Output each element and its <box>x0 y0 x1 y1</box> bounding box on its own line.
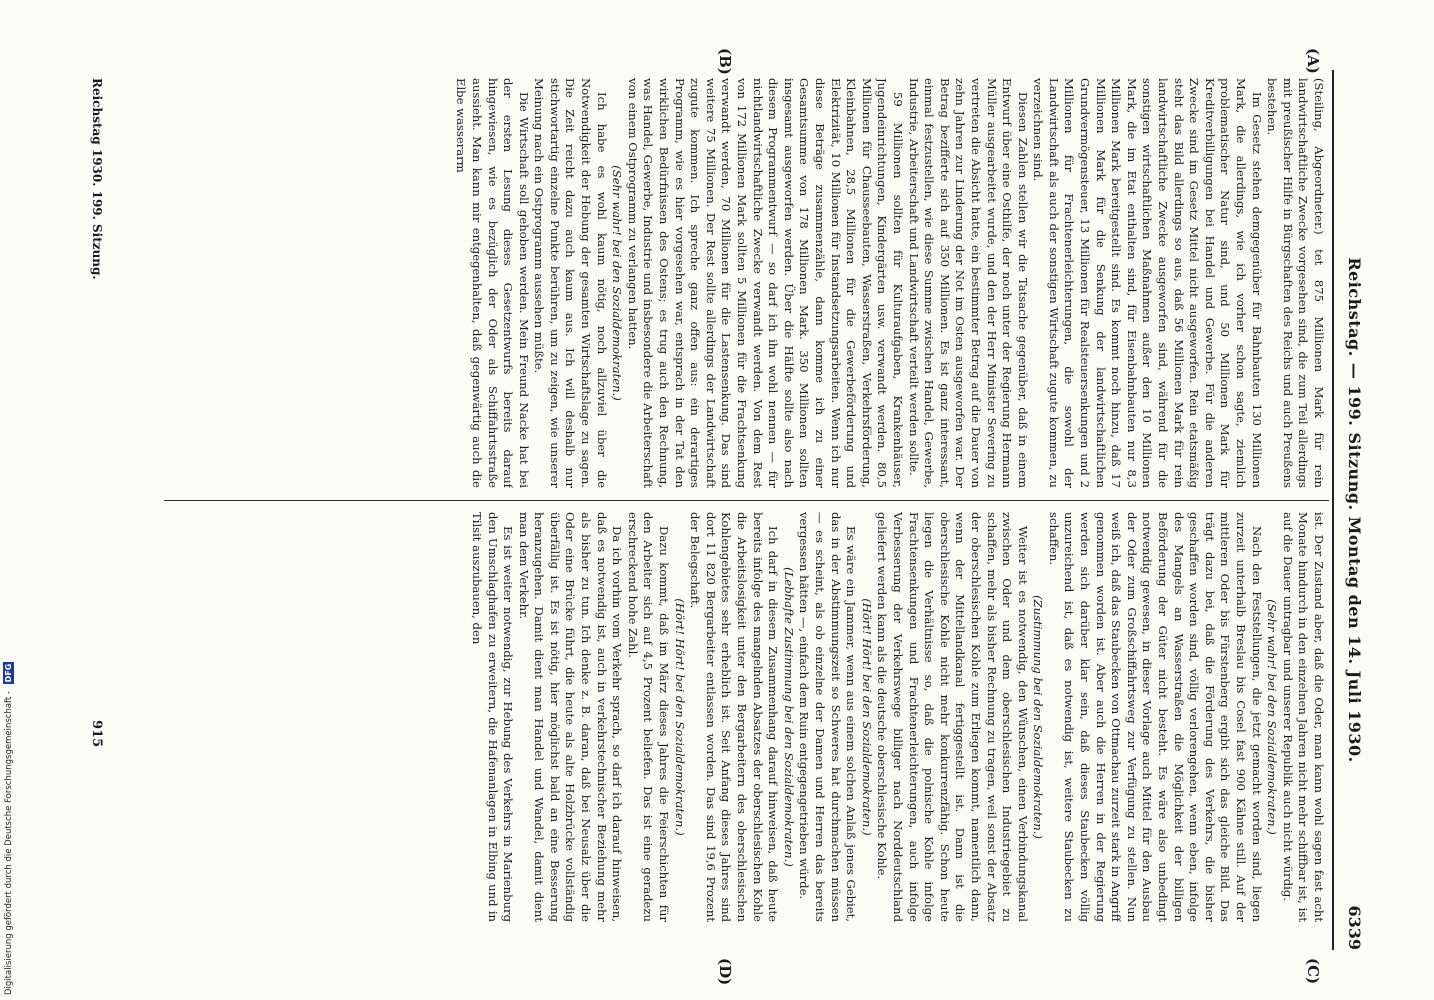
footer-signature: Reichstag 1930. 199. Sitzung. <box>90 78 104 280</box>
paragraph: Im Gesetz stehen demgegenüber für Bahnbauten 130 Millionen Mark, die allerdings, wie ich vorher schon sagte, ziemlich problematischer Natur sind, und 50 Millionen Mark für Kreditverbilligungen bei Handel und Gewerbe. Für die anderen Zwecke sind im Gesetz Mittel nicht ausgeworfen. Rein etatsmäßig steht das Bild allerdings so aus, daß 56 Millionen Mark für rein landwirtschaftliche Zwecke ausgeworfen sind, während für die sonstigen wirtschaftlichen Maßnahmen außer den 10 Millionen Mark, die im Etat enthalten sind, für Eisenbahnbauten nur 8,3 Millionen Mark bereitgestellt sind. Es kommt noch hinzu, daß 17 Millionen Mark für die Senkung der landwirtschaftlichen Grundvermögensteuer, 13 Millionen für Realsteuersenkungen und 2 Millionen für Frachtenerleichterungen, die sowohl der Landwirtschaft als auch der sonstigen Wirtschaft zugute kommen, zu verzeichnen sind. <box>1031 78 1264 488</box>
margin-mark-a: (A) <box>1304 48 1322 74</box>
paragraph: Diesen Zahlen stellen wir die Tatsache gegenüber, daß in einem Entwurf über eine Osthilfe, der noch unter der Regierung Hermann Müller ausgearbeitet wurde, und den der Herr Minister Severing zu vertreten die Absicht hatte, ein bestimmter Betrag auf die Dauer von zehn Jahren zur Linderung der Not im Osten ausgeworfen war. Der Betrag bezifferte sich auf 350 Millionen. Es ist ganz interessant, einmal festzustellen, wie diese Summe zwischen Handel, Gewerbe, Industrie, Arbeiterschaft und Landwirtschaft verteilt werden sollte. <box>906 78 1030 488</box>
interjection: (Sehr wahr! bei den Sozialdemokraten.) <box>610 165 625 401</box>
paragraph: Dazu kommt, daß im März dieses Jahres die Feierschichten für den Arbeiter sich auf 4,5 Prozent beliefen. Das ist eine geradezu erschreckend hohe Zahl. <box>625 512 672 922</box>
footer-page-number: 915 <box>89 720 104 748</box>
paragraph: Weiter ist es notwendig, den Wünschen, einen Verbindungskanal zwischen Oder und dem oberschlesischen Industriegebiet zu schaffen, mehr als bisher Rechnung zu tragen, weil sonst der Absatz der oberschlesischen Kohle zum Erliegen kommt, namentlich dann, wenn der Mittellandkanal fertiggestellt ist. Dann ist die oberschlesische Kohle nicht mehr konkurrenzfähig. Schon heute liegen die Verhältnisse so, daß die polnische Kohle infolge Frachtensenkungen und Frachtenerleichterungen, auch infolge Verbesserung der Verkehrswege billiger nach Norddeutschland geliefert werden kann als die deutsche oberschlesische Kohle. <box>875 512 1030 922</box>
credit-line <box>2 600 16 995</box>
digitization-credit <box>2 600 16 995</box>
right-column <box>166 512 1326 922</box>
paragraph: ist. Der Zustand aber, daß die Oder, man kann wohl sagen fast acht Monate hindurch in den einzelnen Jahren nicht mehr schiffbar ist, ist auf die Dauer untragbar und unserer Republik auch nicht würdig. <box>1280 512 1326 922</box>
paragraph: Die Wirtschaft soll gehoben werden. Mein Freund Nacke hat bei der ersten Lesung dieses Gesetzentwurfs bereits darauf hingewiesen, wie es bezüglich der Oder als Schiffahrtsstraße aussieht. Man kann mir entgegenhalten, daß gegenwärtig auch die Elbe wasserarm <box>454 78 531 488</box>
paragraph: Ich habe es wohl kaum nötig, noch allzuviel über die Notwendigkeit der Hebung der gesamten Wirtschaftslage zu sagen. Die Zeit reicht dazu auch kaum aus. Ich will deshalb nur stichwortartig einzelne Punkte berühren, um zu zeigen, wie unserer Meinung nach ein Ostprogramm aussehen müßte. <box>532 78 609 488</box>
running-head <box>1340 70 1364 950</box>
interjection: (Hört! Hört! bei den Sozialdemokraten.) <box>859 598 874 836</box>
interjection: (Sehr wahr! bei den Sozialdemokraten.) <box>1265 599 1280 835</box>
interjection: (Lebhafte Zustimmung bei den Sozialdemokraten.) <box>781 567 796 867</box>
interjection: (Zustimmung bei den Sozialdemokraten.) <box>1031 595 1046 839</box>
page-number: 6339 <box>1345 905 1364 950</box>
margin-mark-d: (D) <box>716 958 734 986</box>
left-column <box>166 78 1326 488</box>
credit-text: Digitalisierung gefördert durch die Deutsche Forschungsgemeinschaft - <box>4 691 14 995</box>
dfg-logo: DFG <box>4 663 13 683</box>
header-rule <box>1332 70 1334 950</box>
paragraph: Nach den Feststellungen, die jetzt gemacht worden sind, liegen zurzeit unterhalb Breslau bis Cosel fast 900 Kähne still. Auf der mittleren Oder bis Fürstenberg ergibt sich das gleiche Bild. Das trägt dazu bei, daß die Förderung des Verkehrs, die bisher geschaffen worden sind, völlig verlorengehen, wenn eben, infolge des Mangels an Wasserstraßen die Möglichkeit der billigen Beförderung der Güter nicht besteht. Es wäre also unbedingt notwendig gewesen, in dieser Vorlage auch Mittel für den Ausbau der Oder zum Großschiffahrtsweg zur Verfügung zu stellen. Nun weiß ich, daß das Staubecken von Ottmachau zurzeit stark in Angriff genommen worden ist. Aber auch die Herren in der Regierung werden sich darüber klar sein, daß dieses Staubecken völlig unzureichend ist, daß es notwendig ist, weitere Staubecken zu schaffen. <box>1046 512 1264 922</box>
paragraph: 59 Millionen sollten für Kulturaufgaben, Krankenhäuser, Jugendeinrichtungen, Kindergärten usw. verwandt werden. 80,5 Millionen für Chausseebauten, Wasserstraßen, Verkehrsförderung, Kleinbahnen, 28,5 Millionen für die Gewerbeförderung und Elektrizität, 10 Millionen für Instandsetzungsarbeiten. Wenn ich nur diese Beträge zusammenzähle, dann komme ich zu einer Gesamtsumme von 178 Millionen Mark. 350 Millionen sollten insgesamt ausgeworfen werden. Über die Hälfte sollte also nach diesem Programmentwurf — so darf ich ihn wohl nennen — für nichtlandwirtschaftliche Zwecke verwandt werden. Von dem Rest von 172 Millionen Mark sollten 5 Millionen für die Frachtsenkung verwandt werden, 70 Millionen für die Lastensenkung. Das sind weitere 75 Millionen. Der Rest sollte allerdings der Landwirtschaft zugute kommen. Ich spreche ganz offen aus: ein derartiges Programm, wie es hier vorgesehen war, entsprach in der Tat den wirklichen Bedürfnissen des Ostens; es trug auch den Rechnung, was Handel, Gewerbe, Industrie und insbesondere die Arbeiterschaft von einem Ostprogramm zu verlangen hatten. <box>625 78 905 488</box>
column-divider <box>164 500 1329 501</box>
paragraph: (Steiling, Abgeordneter.) tet 875 Millionen Mark für rein landwirtschaftliche Zwecke vorgesehen sind, die zum Teil allerdings mit preußischer Hilfe in Bürgschaften des Reichs und auch Preußens bestehen. <box>1265 78 1326 488</box>
margin-mark-b: (B) <box>716 48 734 75</box>
paragraph: Da ich vorhin vom Verkehr sprach, so darf ich darauf hinweisen, daß es notwendig ist, auch in verkehrstechnischer Beziehung mehr als bisher zu tun. Ich denke z. B. daran, daß bei Neusalz über die Oder eine Brücke führt, die heute als alte Holzbrücke vollständig überfällig ist. Es ist nötig, hier möglichst bald an eine Besserung heranzugehen. Damit dient man Handel und Wandel, damit dient man dem Verkehr. <box>516 512 625 922</box>
interjection: (Hört! Hört! bei den Sozialdemokraten.) <box>672 598 687 836</box>
margin-mark-c: (C) <box>1304 958 1322 985</box>
paragraph: Es wäre ein Jammer, wenn aus einem solchen Anlaß jenes Gebiet, das in der Abstimmungszeit so Schweres hat durchmachen müssen — es scheint, als ob einzelne der Damen und Herren das bereits vergessen hätten —, einfach dem Ruin entgegengetrieben würde. <box>797 512 859 922</box>
paragraph: Ich darf in diesem Zusammenhang darauf hinweisen, daß heute bereits infolge des mangelnden Absatzes der oberschlesischen Kohle die Arbeitslosigkeit unter den Bergarbeitern des oberschlesischen Kohlengebietes sehr erheblich ist. Seit Anfang dieses Jahres sind dort 11 820 Bergarbeiter entlassen worden. Das sind 19,6 Prozent der Belegschaft. <box>688 512 781 922</box>
paragraph: Es ist weiter notwendig, zur Hebung des Verkehrs in Marienburg den Umschlaghafen zu erweitern, die Hafenanlagen in Elbing und in Tilsit auszubauen, den <box>469 512 516 922</box>
page-header-title: Reichstag. — 199. Sitzung. Montag den 14. Juli 1930. <box>1345 257 1364 763</box>
